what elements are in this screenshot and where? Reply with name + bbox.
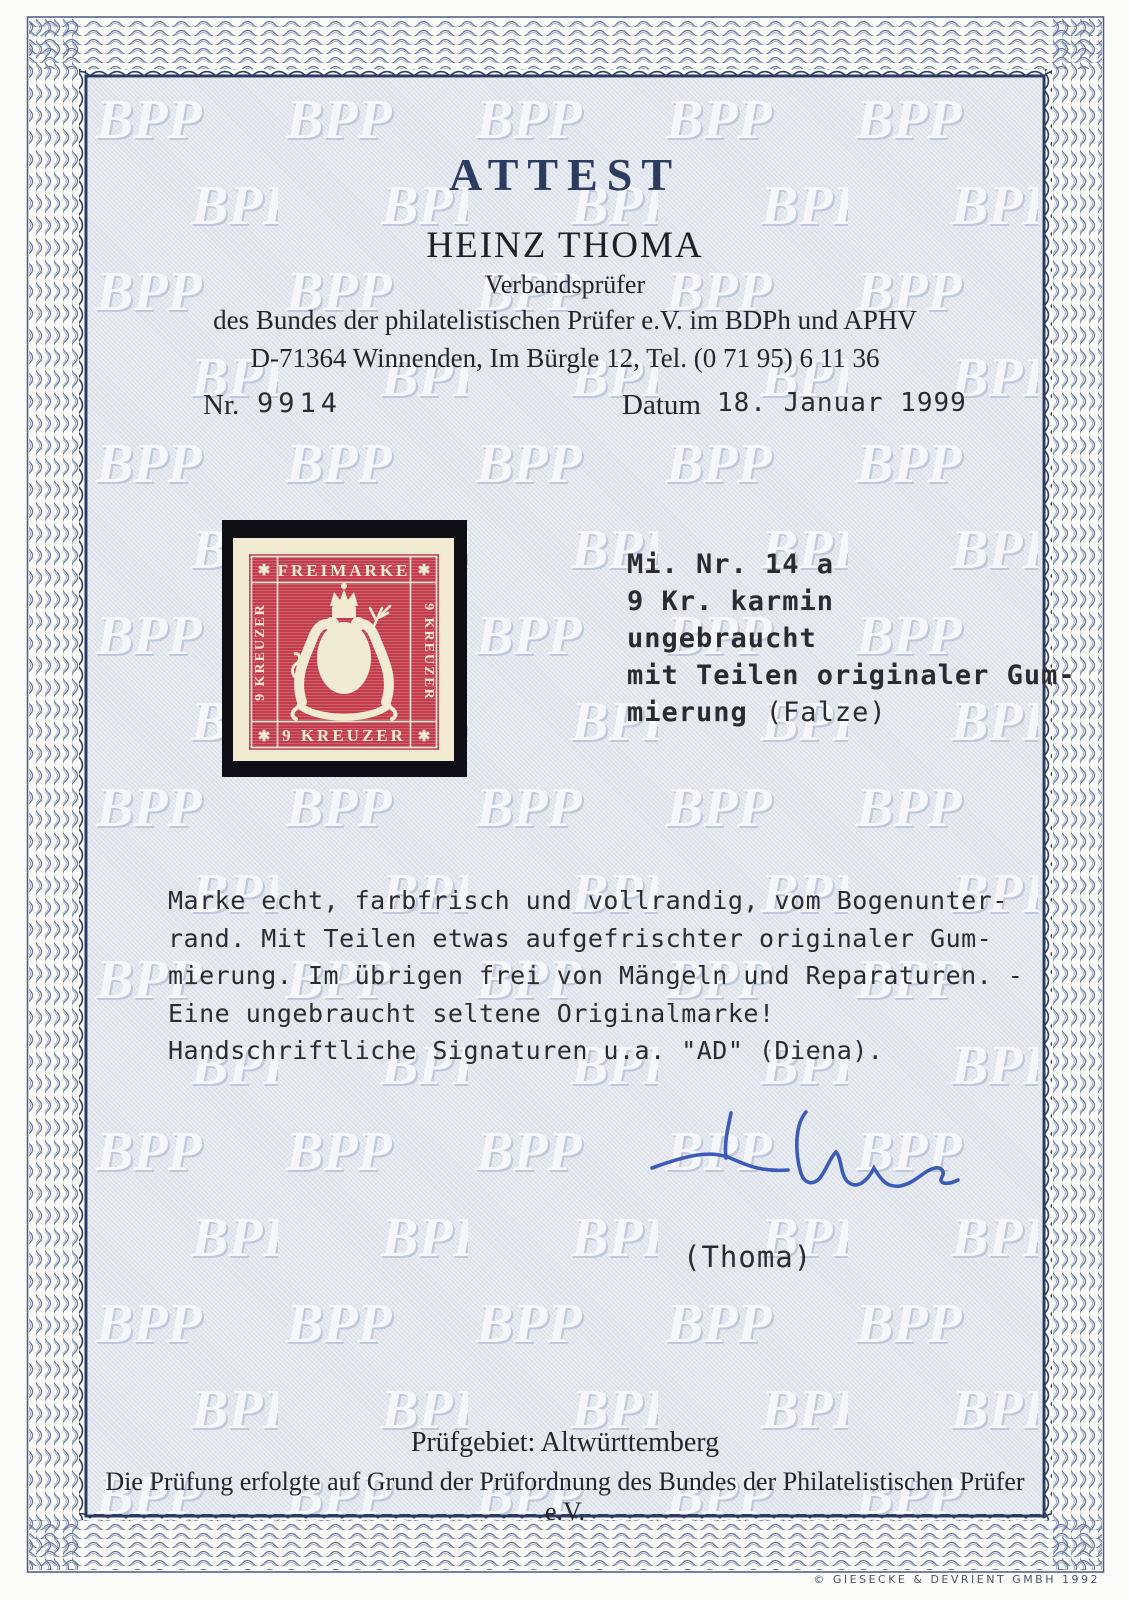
signature-caption: (Thoma) bbox=[683, 1240, 813, 1274]
id-line-gum: mit Teilen originaler Gum- bbox=[627, 660, 1076, 691]
examiner-name: HEINZ THOMA bbox=[426, 225, 704, 266]
id-line-michel: Mi. Nr. 14 a bbox=[627, 549, 835, 580]
cert-number-label: Nr. bbox=[203, 389, 240, 421]
pruefgebiet-line: Prüfgebiet: Altwürttemberg bbox=[410, 1427, 720, 1458]
findings-line: mierung. Im übrigen frei von Mängeln und Reparaturen. - bbox=[168, 961, 1024, 990]
federation-line: des Bundes der philatelistischen Prüfer e.V. im BDPh und APHV bbox=[213, 305, 917, 335]
findings-line: Marke echt, farbfrisch und vollrandig, vom Bogenunter- bbox=[168, 886, 1008, 915]
id-line-last-word: mierung bbox=[627, 697, 748, 728]
cert-number-value: 9914 bbox=[257, 388, 343, 419]
stamp-star-tl: ✱ bbox=[257, 563, 271, 579]
stamp-photo bbox=[222, 520, 467, 777]
legal-line: Die Prüfung erfolgte auf Grund der Prüfordnung des Bundes der Philatelistischen Prüfer e.V. bbox=[105, 1467, 1025, 1526]
stamp-star-tr: ✱ bbox=[417, 563, 431, 579]
printer-credit: © GIESECKE & DEVRIENT GMBH 1992 bbox=[813, 1573, 1100, 1586]
stamp-bottom-banner: 9 KREUZER bbox=[282, 726, 406, 745]
certificate-title: ATTEST bbox=[448, 149, 682, 200]
id-line-last-note: (Falze) bbox=[765, 697, 887, 728]
findings-block bbox=[168, 882, 1023, 1070]
examiner-role: Verbandsprüfer bbox=[484, 270, 646, 299]
stamp-star-bl: ✱ bbox=[257, 729, 271, 745]
identification-block bbox=[627, 546, 1076, 731]
examiner-signature bbox=[630, 1090, 1010, 1200]
address-line: D-71364 Winnenden, Im Bürgle 12, Tel. (0 71 95) 6 11 36 bbox=[250, 343, 880, 373]
stamp-top-banner: FREIMARKE bbox=[277, 561, 411, 580]
date-label: Datum bbox=[622, 389, 701, 421]
stamp-star-br: ✱ bbox=[417, 729, 431, 745]
id-line-condition: ungebraucht bbox=[627, 623, 817, 654]
date-value: 18. Januar 1999 bbox=[717, 388, 967, 418]
id-line-value: 9 Kr. karmin bbox=[627, 586, 835, 617]
stamp-right-banner: 9 KREUZER bbox=[421, 603, 436, 701]
findings-line: Eine ungebraucht seltene Originalmarke! bbox=[168, 998, 775, 1028]
id-line-last bbox=[627, 694, 1076, 731]
findings-line: rand. Mit Teilen etwas aufgefrischter originaler Gum- bbox=[168, 923, 993, 953]
stamp-left-banner: 9 KREUZER bbox=[253, 603, 268, 701]
findings-line: Handschriftliche Signaturen u.a. "AD" (Diena). bbox=[168, 1036, 884, 1065]
